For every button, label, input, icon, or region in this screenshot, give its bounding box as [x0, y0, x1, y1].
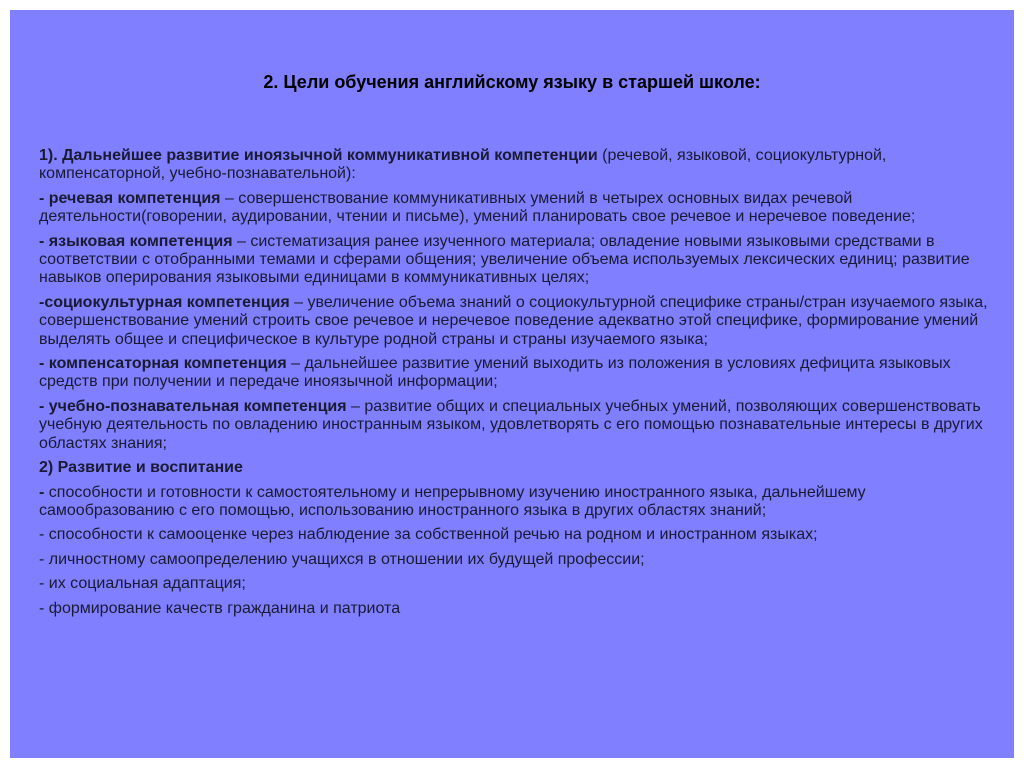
- paragraph: [39, 398, 989, 453]
- slide: [10, 10, 1014, 758]
- paragraph-text: – увеличение объема знаний о социокультурной специфике страны/стран изучаемого языка, совершенствование умений строить свое речевое и неречевое поведение адекватно этой специфике, формирование умений выделять общее и специфическое в культуре родной страны и страны изучаемого языка;: [39, 293, 988, 348]
- paragraph: [39, 575, 989, 593]
- paragraph: [39, 600, 989, 618]
- paragraph: [39, 355, 989, 392]
- paragraph: [39, 459, 989, 477]
- paragraph-lead: 2) Развитие и воспитание: [39, 459, 243, 477]
- paragraph-lead: - языковая компетенция: [39, 232, 233, 250]
- paragraph-text: – дальнейшее развитие умений выходить из положения в условиях дефицита языковых средств при получении и передаче иноязычной информации;: [39, 355, 951, 391]
- slide-title: 2. Цели обучения английскому языку в старшей школе:: [263, 72, 761, 92]
- paragraph-text: – совершенствование коммуникативных умений в четырех основных видах речевой деятельности(говорении, аудировании, чтении и письме), умений планировать свое речевое и неречевое поведение;: [39, 189, 916, 226]
- paragraph: [39, 551, 989, 569]
- slide-content: [39, 147, 989, 624]
- paragraph-lead: - речевая компетенция: [39, 189, 221, 207]
- paragraph-text: - личностному самоопределению учащихся в отношении их будущей профессии;: [39, 550, 645, 568]
- paragraph-text: – развитие общих и специальных учебных умений, позволяющих совершенствовать учебную деятельность по овладению иностранным языком, удовлетворять с его помощью познавательные интересы в других областях знания;: [39, 397, 983, 452]
- paragraph-lead: -социокультурная компетенция: [39, 293, 290, 311]
- paragraph-text: - способности к самооценке через наблюдение за собственной речью на родном и иностранном языках;: [39, 526, 818, 544]
- paragraph-text: (речевой, языковой, социокультурной, компенсаторной, учебно-познавательной):: [39, 147, 887, 183]
- paragraph-lead: - учебно-познавательная компетенция: [39, 397, 347, 415]
- paragraph: [39, 484, 989, 521]
- paragraph: [39, 233, 989, 288]
- paragraph-text: - их социальная адаптация;: [39, 575, 246, 593]
- paragraph-lead: 1). Дальнейшее развитие иноязычной коммуникативной компетенции: [39, 147, 598, 164]
- paragraph-lead: -: [39, 483, 45, 501]
- paragraph-text: способности и готовности к самостоятельному и непрерывному изучению иностранного языка, дальнейшему самообразованию с его помощью, использованию иностранного языка в других областях знаний;: [39, 483, 866, 519]
- paragraph: [39, 190, 989, 227]
- paragraph: [39, 147, 989, 184]
- paragraph-text: - формирование качеств гражданина и патриота: [39, 599, 401, 617]
- paragraph: [39, 294, 989, 349]
- paragraph: [39, 526, 989, 544]
- paragraph-text: – систематизация ранее изученного материала; овладение новыми языковыми средствами в соответствии с отобранными темами и сферами общения; увеличение объема используемых лексических единиц; развитие навыков оперирования языковыми единицами в коммуникативных целях;: [39, 232, 970, 287]
- paragraph-lead: - компенсаторная компетенция: [39, 355, 287, 373]
